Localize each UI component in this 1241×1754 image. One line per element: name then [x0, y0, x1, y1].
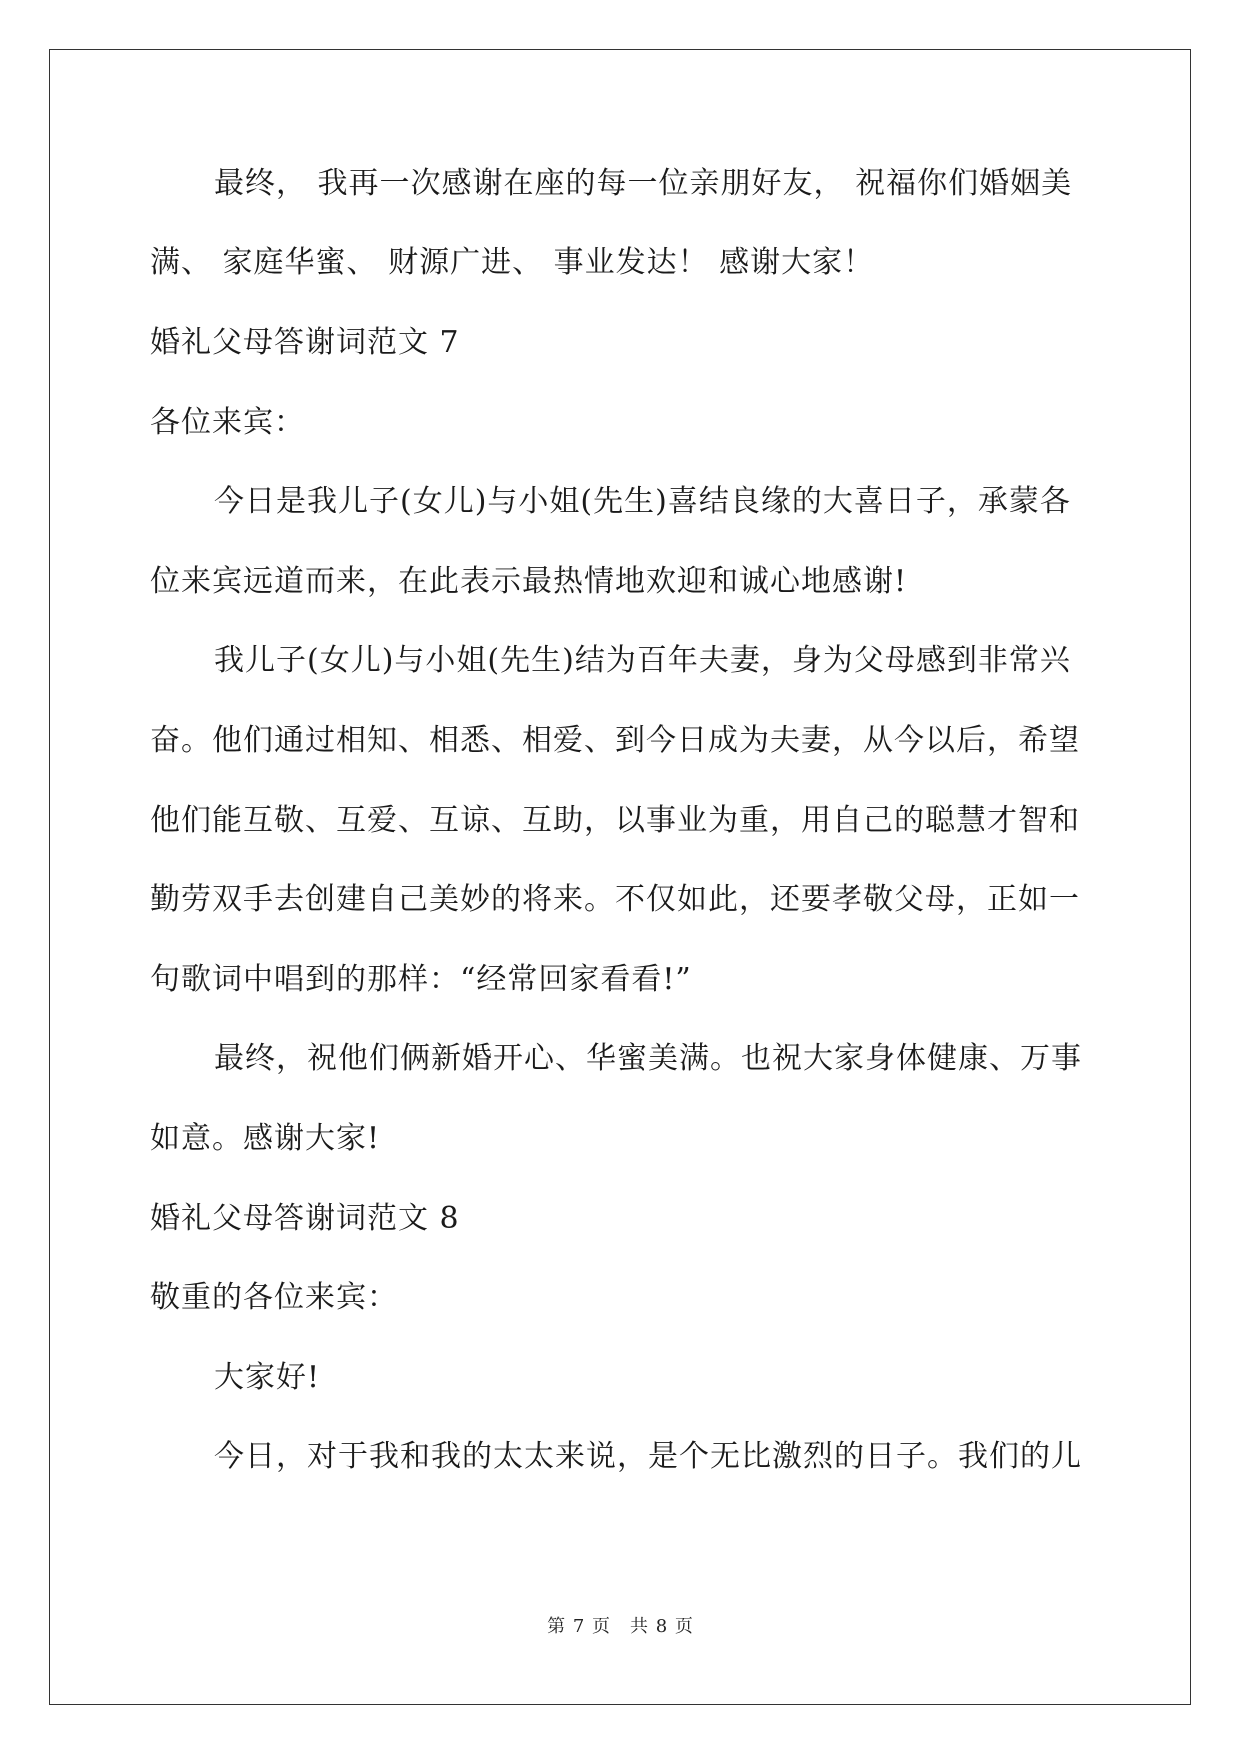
paragraph-line: 今日，对于我和我的太太来说，是个无比激烈的日子。我们的儿 — [214, 1439, 1082, 1474]
greeting-line: 大家好! — [214, 1360, 321, 1395]
paragraph-line: 勤劳双手去创建自己美妙的将来。不仅如此，还要孝敬父母，正如一 — [150, 882, 1080, 917]
paragraph-line: 满、 家庭华蜜、 财源广进、 事业发达！ 感谢大家！ — [150, 245, 875, 280]
section-heading: 婚礼父母答谢词范文 8 — [150, 1201, 460, 1236]
paragraph-line: 最终，祝他们俩新婚开心、华蜜美满。也祝大家身体健康、万事 — [214, 1041, 1082, 1076]
salutation: 敬重的各位来宾： — [150, 1280, 398, 1315]
paragraph-line: 最终， 我再一次感谢在座的每一位亲朋好友， 祝福你们婚姻美 — [214, 166, 1073, 201]
paragraph-line: 位来宾远道而来，在此表示最热情地欢迎和诚心地感谢! — [150, 564, 908, 599]
paragraph-line: 今日是我儿子(女儿)与小姐(先生)喜结良缘的大喜日子，承蒙各 — [214, 484, 1071, 519]
salutation: 各位来宾： — [150, 405, 305, 440]
paragraph-line: 如意。感谢大家! — [150, 1121, 381, 1156]
paragraph-line: 他们能互敬、互爱、互谅、互助，以事业为重，用自己的聪慧才智和 — [150, 803, 1080, 838]
paragraph-line: 奋。他们通过相知、相悉、相爱、到今日成为夫妻，从今以后，希望 — [150, 723, 1080, 758]
paragraph-line: 我儿子(女儿)与小姐(先生)结为百年夫妻，身为父母感到非常兴 — [214, 643, 1071, 678]
paragraph-line: 句歌词中唱到的那样：“经常回家看看!” — [150, 962, 692, 997]
section-heading: 婚礼父母答谢词范文 7 — [150, 325, 460, 360]
page-number-footer: 第 7 页 共 8 页 — [547, 1616, 694, 1637]
